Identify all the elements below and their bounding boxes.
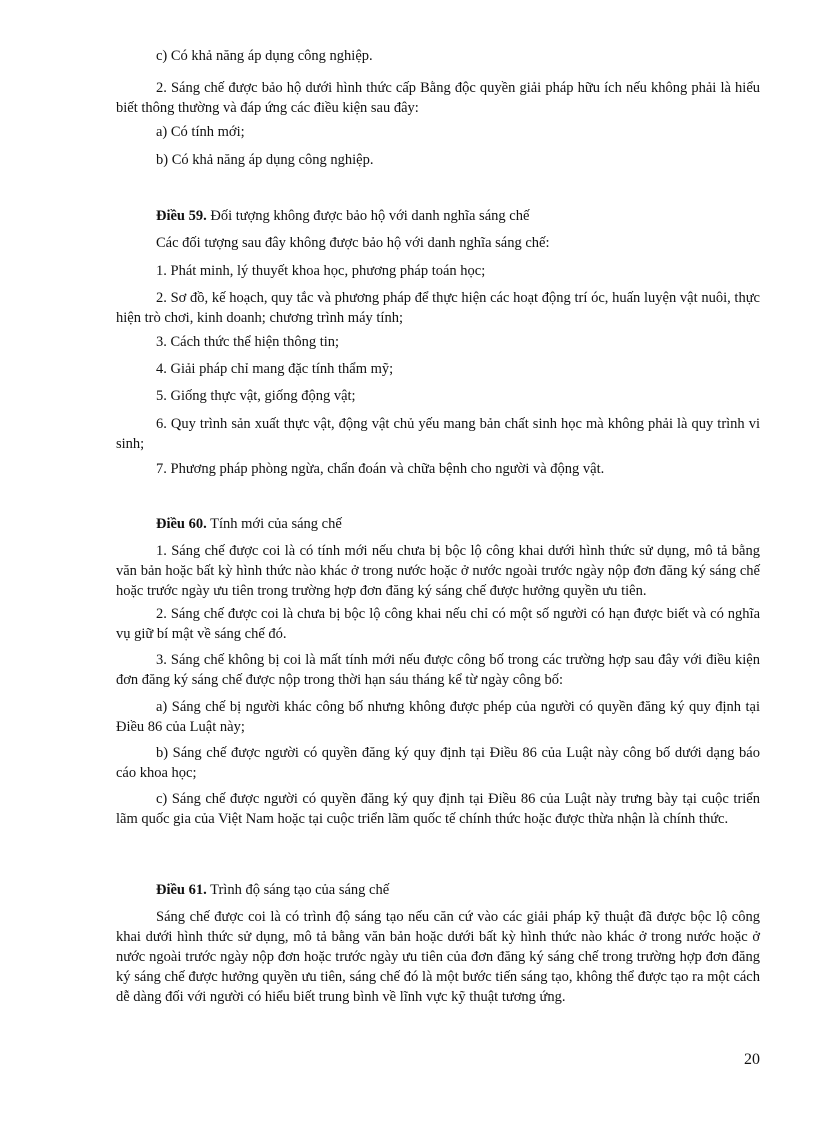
article-59-item: 2. Sơ đồ, kế hoạch, quy tắc và phương pháp để thực hiện các hoạt động trí óc, huấn luyện vật nuôi, thực hiện trò chơi, kinh doanh; chương trình máy tính; [116,290,760,326]
clause-b: b) Có khả năng áp dụng công nghiệp. [156,152,374,168]
article-60-item: 2. Sáng chế được coi là chưa bị bộc lộ công khai nếu chỉ có một số người có hạn được biết và có nghĩa vụ giữ bí mật về sáng chế đó. [116,606,760,642]
article-number: Điều 61. [156,882,207,898]
article-59-item: 6. Quy trình sản xuất thực vật, động vật chủ yếu mang bản chất sinh học mà không phải là quy trình vi sinh; [116,416,760,452]
article-61-body: Sáng chế được coi là có trình độ sáng tạo nếu căn cứ vào các giải pháp kỹ thuật đã được bộc lộ công khai dưới hình thức sử dụng, mô tả bằng văn bản hoặc dưới bất kỳ hình thức nào khác ở trong nước hoặc ở nước ngoài trước ngày nộp đơn hoặc trước ngày ưu tiên của đơn đăng ký sáng chế trong trường hợp đơn đăng ký sáng chế được hưởng quyền ưu tiên, sáng chế đó là một bước tiến sáng tạo, không thể được tạo ra một cách dễ dàng đối với người có hiểu biết trung bình về lĩnh vực kỹ thuật tương ứng. [116,909,760,1005]
article-59-intro: Các đối tượng sau đây không được bảo hộ với danh nghĩa sáng chế: [156,235,550,251]
article-61-heading [116,880,760,900]
page-number: 20 [744,1051,760,1068]
clause-c: c) Có khả năng áp dụng công nghiệp. [156,48,373,64]
article-60-item: 3. Sáng chế không bị coi là mất tính mới nếu được công bố trong các trường hợp sau đây với điều kiện đơn đăng ký sáng chế được nộp trong thời hạn sáu tháng kể từ ngày công bố: [116,652,760,688]
article-59-item: 1. Phát minh, lý thuyết khoa học, phương pháp toán học; [156,263,486,279]
article-title: Tính mới của sáng chế [206,516,342,532]
article-60-item: c) Sáng chế được người có quyền đăng ký quy định tại Điều 86 của Luật này trưng bày tại cuộc triển lãm quốc gia của Việt Nam hoặc tại cuộc triển lãm quốc tế chính thức hoặc được thừa nhận là chính thức. [116,791,760,827]
clause-2: 2. Sáng chế được bảo hộ dưới hình thức cấp Bằng độc quyền giải pháp hữu ích nếu không phải là hiểu biết thông thường và đáp ứng các điều kiện sau đây: [116,80,760,116]
article-60-heading [116,514,760,534]
article-60-item: 1. Sáng chế được coi là có tính mới nếu chưa bị bộc lộ công khai dưới hình thức sử dụng, mô tả bằng văn bản hoặc bất kỳ hình thức nào khác ở trong nước hoặc ở nước ngoài trước ngày nộp đơn đăng ký sáng chế hoặc trước ngày ưu tiên trong trường hợp đơn đăng ký sáng chế được hưởng quyền ưu tiên. [116,543,760,599]
article-59-item: 7. Phương pháp phòng ngừa, chẩn đoán và chữa bệnh cho người và động vật. [156,461,605,477]
article-59-item: 4. Giải pháp chỉ mang đặc tính thẩm mỹ; [156,361,394,377]
article-59-heading [116,206,760,226]
article-number: Điều 60. [156,516,207,532]
article-number: Điều 59. [156,208,207,224]
article-60-item: b) Sáng chế được người có quyền đăng ký quy định tại Điều 86 của Luật này công bố dưới dạng báo cáo khoa học; [116,745,760,781]
article-59-item: 5. Giống thực vật, giống động vật; [156,388,356,404]
article-title: Đối tượng không được bảo hộ với danh nghĩa sáng chế [206,208,530,224]
article-59-item: 3. Cách thức thể hiện thông tin; [156,334,340,350]
article-60-item: a) Sáng chế bị người khác công bố nhưng không được phép của người có quyền đăng ký quy định tại Điều 86 của Luật này; [116,699,760,735]
clause-a: a) Có tính mới; [156,124,245,140]
article-title: Trình độ sáng tạo của sáng chế [206,882,390,898]
